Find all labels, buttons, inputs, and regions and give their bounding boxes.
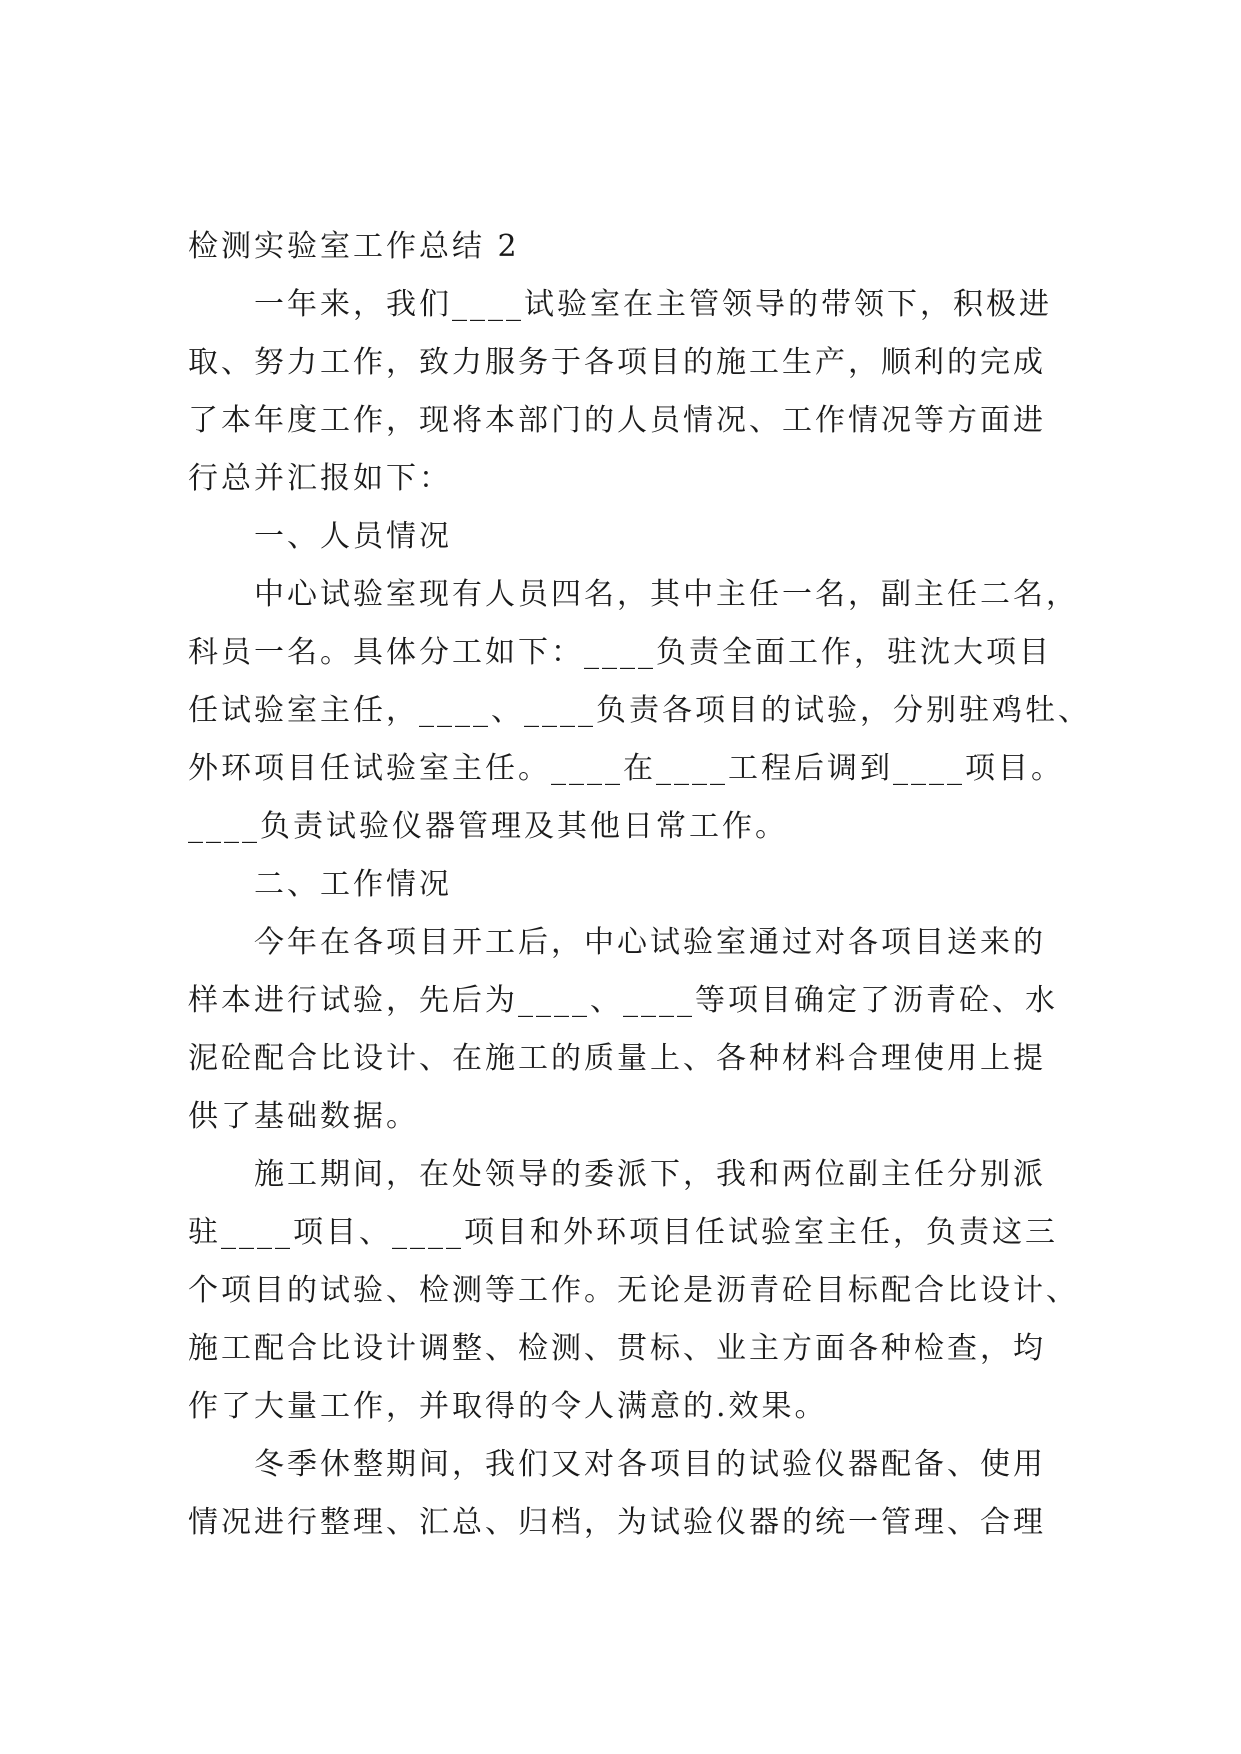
paragraph-line: 作了大量工作，并取得的令人满意的.效果。 <box>188 1389 828 1424</box>
paragraph-line: 科员一名。具体分工如下：____负责全面工作，驻沈大项目 <box>188 635 1052 670</box>
section-heading: 一、人员情况 <box>254 519 452 554</box>
paragraph-personnel <box>188 566 1091 856</box>
paragraph-line: 了本年度工作，现将本部门的人员情况、工作情况等方面进 <box>188 403 1046 438</box>
paragraph-intro <box>188 276 1053 508</box>
paragraph-line: 冬季休整期间，我们又对各项目的试验仪器配备、使用 <box>254 1447 1046 1482</box>
paragraph-line: 泥砼配合比设计、在施工的质量上、各种材料合理使用上提 <box>188 1041 1046 1076</box>
paragraph-line: 行总并汇报如下： <box>188 461 452 496</box>
paragraph-line: 中心试验室现有人员四名，其中主任一名，副主任二名， <box>254 577 1079 612</box>
paragraph-line: 个项目的试验、检测等工作。无论是沥青砼目标配合比设计、 <box>188 1273 1079 1308</box>
paragraph-line: 样本进行试验，先后为____、____等项目确定了沥青砼、水 <box>188 983 1058 1018</box>
paragraph-winter <box>188 1436 1053 1552</box>
paragraph-line: 情况进行整理、汇总、归档，为试验仪器的统一管理、合理 <box>188 1505 1046 1540</box>
paragraph-work-1 <box>188 914 1058 1146</box>
paragraph-line: 供了基础数据。 <box>188 1099 419 1134</box>
paragraph-line: 今年在各项目开工后，中心试验室通过对各项目送来的 <box>254 925 1046 960</box>
paragraph-line: 施工期间，在处领导的委派下，我和两位副主任分别派 <box>254 1157 1046 1192</box>
document-title: 检测实验室工作总结 2 <box>188 229 520 264</box>
paragraph-line: 施工配合比设计调整、检测、贯标、业主方面各种检查，均 <box>188 1331 1046 1366</box>
paragraph-line: 驻____项目、____项目和外环项目任试验室主任，负责这三 <box>188 1215 1058 1250</box>
paragraph-work-2 <box>188 1146 1079 1436</box>
document-page <box>188 218 1091 1552</box>
section-heading: 二、工作情况 <box>254 867 452 902</box>
section-heading-personnel <box>188 508 1053 566</box>
section-heading-work <box>188 856 1053 914</box>
paragraph-line: 任试验室主任，____、____负责各项目的试验，分别驻鸡牡、 <box>188 693 1091 728</box>
paragraph-line: ____负责试验仪器管理及其他日常工作。 <box>188 809 788 844</box>
paragraph-line: 一年来，我们____试验室在主管领导的带领下，积极进 <box>254 287 1052 322</box>
paragraph-line: 外环项目任试验室主任。____在____工程后调到____项目。 <box>188 751 1064 786</box>
paragraph-line: 取、努力工作，致力服务于各项目的施工生产，顺利的完成 <box>188 345 1046 380</box>
